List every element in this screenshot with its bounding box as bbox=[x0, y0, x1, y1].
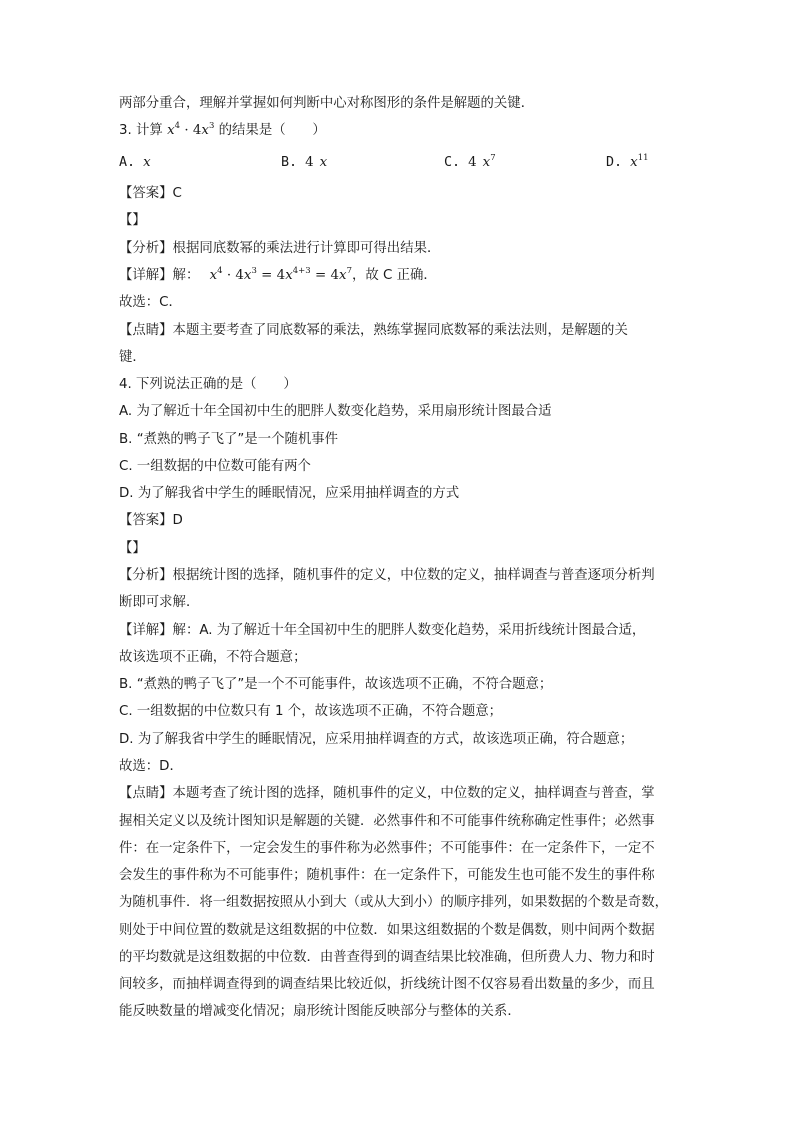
math-coef: 4 bbox=[192, 123, 202, 138]
detail-line bbox=[119, 266, 437, 286]
math-coef: 4 bbox=[276, 268, 286, 283]
option-c bbox=[444, 153, 496, 173]
math-var: x bbox=[482, 155, 491, 170]
option-b: B. “煮熟的鸭子飞了”是一个随机事件 bbox=[119, 432, 339, 447]
detail-tail: ，故 C 正确． bbox=[352, 268, 437, 283]
comment-line: 为随机事件．将一组数据按照从小到大（或从大到小）的顺序排列，如果数据的个数是奇数， bbox=[119, 895, 669, 910]
answer-line: 【答案】C bbox=[119, 186, 182, 201]
math-exponent: 7 bbox=[490, 153, 496, 163]
option-a: A. 为了解近十年全国初中生的肥胖人数变化趋势，采用扇形统计图最合适 bbox=[119, 404, 552, 419]
math-var: x bbox=[630, 155, 638, 170]
option-b bbox=[281, 153, 327, 173]
option-a bbox=[119, 153, 151, 173]
choose-line: 故选：D． bbox=[119, 759, 183, 774]
detail-line: 故该选项不正确，不符合题意； bbox=[119, 650, 307, 665]
math-coef: 4 bbox=[235, 268, 244, 283]
math-equals: = bbox=[314, 268, 327, 283]
math-var: x bbox=[339, 268, 347, 283]
comment-line: 件：在一定条件下，一定会发生的事件称为必然事件；不可能事件：在一定条件下，一定不 bbox=[119, 841, 655, 856]
math-dot: · bbox=[226, 268, 232, 283]
math-exponent: 3 bbox=[208, 121, 215, 131]
math-exponent: 11 bbox=[637, 153, 649, 163]
answer-line: 【答案】D bbox=[119, 513, 183, 528]
comment-line: 握相关定义以及统计图知识是解题的关键．必然事件和不可能事件统称确定性事件；必然事 bbox=[119, 814, 655, 829]
math-var: x bbox=[143, 155, 151, 170]
detail-line: B. “煮熟的鸭子飞了”是一个不可能事件，故该选项不正确，不符合题意； bbox=[119, 677, 553, 692]
option-label: B. bbox=[281, 155, 298, 170]
option-label: C. bbox=[444, 155, 461, 170]
question-3-stem bbox=[119, 121, 326, 141]
math-var: x bbox=[285, 268, 293, 283]
comment-line: 能反映数量的增减变化情况；扇形统计图能反映部分与整体的关系． bbox=[119, 1004, 521, 1019]
text-line: 两部分重合，理解并掌握如何判断中心对称图形的条件是解题的关键． bbox=[119, 96, 535, 111]
comment-line: 键． bbox=[119, 350, 146, 365]
question-tail: 的结果是（ ） bbox=[218, 123, 326, 138]
comment-line: 的平均数就是这组数据的中位数．由普查得到的调查结果比较准确，但所费人力、物力和时 bbox=[119, 950, 655, 965]
question-4-stem: 4. 下列说法正确的是（ ） bbox=[119, 377, 297, 392]
detail-line: 【详解】解：A. 为了解近十年全国初中生的肥胖人数变化趋势，采用折线统计图最合适， bbox=[119, 623, 646, 638]
math-coef: 4 bbox=[330, 268, 340, 283]
math-var: x bbox=[167, 123, 175, 138]
math-var: x bbox=[243, 268, 252, 283]
option-d: D. 为了解我省中学生的睡眠情况，应采用抽样调查的方式 bbox=[119, 486, 460, 501]
question-number: 3. 计算 bbox=[119, 123, 163, 138]
comment-line: 【点睛】本题主要考查了同底数幂的乘法，熟练掌握同底数幂的乘法法则，是解题的关 bbox=[119, 323, 628, 338]
math-dot: · bbox=[184, 123, 189, 138]
analysis-line: 断即可求解． bbox=[119, 595, 200, 610]
comment-line: 间较多，而抽样调查得到的调查结果比较近似，折线统计图不仅容易看出数量的多少，而且 bbox=[119, 977, 655, 992]
option-c: C. 一组数据的中位数可能有两个 bbox=[119, 459, 311, 474]
math-exponent: 4+3 bbox=[292, 266, 311, 276]
math-exponent: 3 bbox=[251, 266, 257, 276]
comment-line: 会发生的事件称为不可能事件；随机事件：在一定条件下，可能发生也可能不发生的事件称 bbox=[119, 868, 655, 883]
math-exponent: 4 bbox=[217, 266, 223, 276]
choose-line: 故选：C． bbox=[119, 295, 182, 310]
detail-line: C. 一组数据的中位数只有 1 个，故该选项不正确，不符合题意； bbox=[119, 704, 503, 719]
blank-bracket: 【】 bbox=[119, 541, 146, 556]
math-equals: = bbox=[261, 268, 273, 283]
math-var: x bbox=[319, 155, 328, 170]
math-var: x bbox=[209, 268, 218, 283]
analysis-line: 【分析】根据统计图的选择，随机事件的定义，中位数的定义，抽样调查与普查逐项分析判 bbox=[119, 568, 655, 583]
math-var: x bbox=[201, 123, 209, 138]
option-d bbox=[606, 153, 649, 173]
math-exponent: 7 bbox=[346, 266, 352, 276]
math-exponent: 4 bbox=[174, 121, 181, 131]
comment-line: 【点睛】本题考查了统计图的选择，随机事件的定义，中位数的定义，抽样调查与普查，掌 bbox=[119, 786, 655, 801]
analysis-line: 【分析】根据同底数幂的乘法进行计算即可得出结果． bbox=[119, 241, 441, 256]
math-coef: 4 bbox=[468, 155, 477, 170]
option-label: A. bbox=[119, 155, 136, 170]
option-label: D. bbox=[606, 155, 623, 170]
comment-line: 则处于中间位置的数就是这组数据的中位数．如果这组数据的个数是偶数，则中间两个数据 bbox=[119, 923, 655, 938]
blank-bracket: 【】 bbox=[119, 213, 146, 228]
detail-label: 【详解】解： bbox=[119, 268, 200, 283]
detail-line: D. 为了解我省中学生的睡眠情况，应采用抽样调查的方式，故该选项正确，符合题意； bbox=[119, 732, 634, 747]
math-coef: 4 bbox=[305, 155, 314, 170]
